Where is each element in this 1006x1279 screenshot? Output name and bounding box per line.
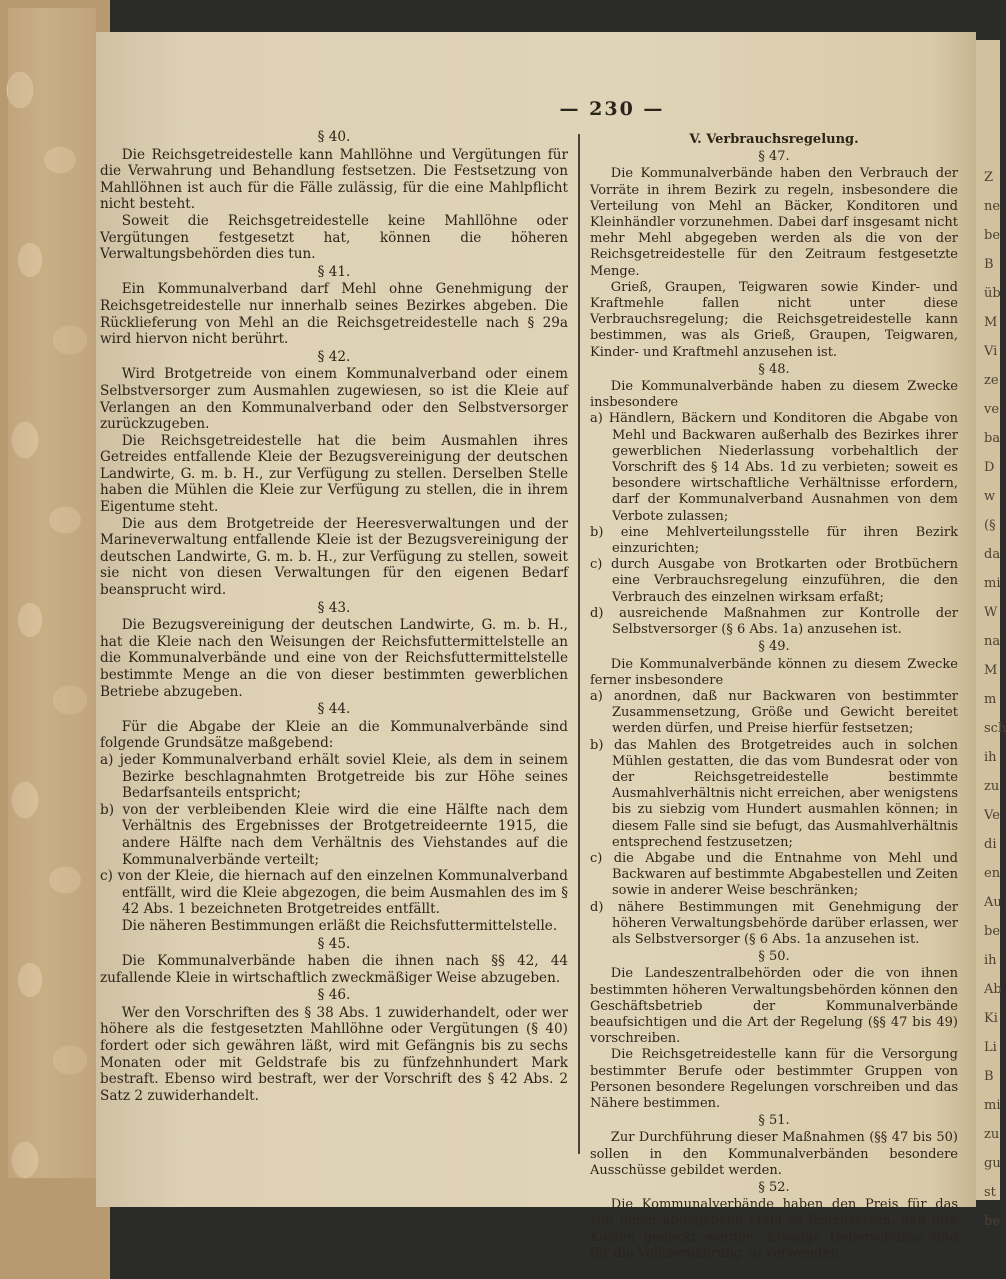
edge-text-fragment: (§ xyxy=(984,518,996,533)
paragraph: Die Landeszentralbehörden oder die von ihnen bestimmten höheren Verwaltungsbehörden können den Geschäftsbetrieb der Kommunalverbände beaufsichtigen und die Art der Regelung (§§ 47 bis 49) vorschreiben. xyxy=(590,966,958,1047)
section-heading: § 42. xyxy=(317,348,351,365)
section-heading: § 46. xyxy=(317,987,351,1004)
paragraph: Die Kommunalverbände haben den Preis für das von ihnen abgegebene Mehl so festzusetzen, daß ihre Kosten gedeckt werden. Etwaige Ueberschüsse sind für die Volksernährung zu verwenden. xyxy=(590,1197,958,1261)
paragraph: Soweit die Reichsgetreidestelle keine Mahllöhne oder Vergütungen festgesetzt hat, können die höheren Verwaltungsbehörden dies tun. xyxy=(100,212,568,263)
paragraph: Die Bezugsvereinigung der deutschen Landwirte, G. m. b. H., hat die Kleie nach den Weisungen der Reichsfuttermittelstelle an die Kommunalverbände und eine von der Reichsfuttermittelstelle bestimmte Menge an die von dieser bestimmten gewerblichen Betriebe abzugeben. xyxy=(100,617,568,700)
list-item: c) durch Ausgabe von Brotkarten oder Brotbüchern eine Verbrauchsregelung einzuführen, die den Verbrauch des einzelnen wirksam erfaßt; xyxy=(590,557,958,605)
paragraph: Die Kommunalverbände haben zu diesem Zwecke insbesondere xyxy=(590,379,958,411)
list-item: b) von der verbleibenden Kleie wird die eine Hälfte nach dem Verhältnis des Ergebnisses der Brotgetreideernte 1915, die andere Hälfte nach dem Verhältnis des Viehstandes auf die Kommunalverbände verteilt; xyxy=(100,801,568,868)
edge-text-fragment: W xyxy=(984,605,998,620)
book-binding xyxy=(8,8,96,1178)
section-heading: § 49. xyxy=(758,639,790,655)
edge-text-fragment: M xyxy=(984,315,998,330)
section-heading: § 43. xyxy=(317,599,351,616)
column-divider xyxy=(578,134,580,1154)
edge-text-fragment: Ab xyxy=(984,982,1002,997)
edge-text-fragment: ih xyxy=(984,750,997,765)
edge-text-fragment: da xyxy=(984,547,1001,562)
section-heading: § 41. xyxy=(317,263,351,280)
section-heading: § 45. xyxy=(317,935,351,952)
edge-text-fragment: ih xyxy=(984,953,997,968)
list-item: a) Händlern, Bäckern und Konditoren die Abgabe von Mehl und Backwaren außerhalb des Bezirkes ihrer gewerblichen Niederlassung vorbehaltlich der Vorschrift des § 14 Abs. 1d zu verbieten; soweit es besondere wirtschaftliche Verhältnisse erfordern, darf der Kommunalverband Ausnahmen von dem Verbote zulassen; xyxy=(590,411,958,524)
edge-text-fragment: be xyxy=(984,924,1001,939)
edge-text-fragment: ve xyxy=(984,402,1000,417)
edge-text-fragment: D xyxy=(984,460,995,475)
paragraph: Die Reichsgetreidestelle kann für die Versorgung bestimmter Berufe oder bestimmter Gruppen von Personen besondere Regelungen vorschreiben und das Nähere bestimmen. xyxy=(590,1047,958,1111)
section-heading: § 48. xyxy=(758,361,790,377)
paragraph: Die Reichsgetreidestelle hat die beim Ausmahlen ihres Getreides entfallende Kleie der Bezugsvereinigung der deutschen Landwirte, G. m. b. H., zur Verfügung zu stellen. Derselben Stelle haben die Mühlen die Kleie zur Verfügung zu stellen, die in ihrem Eigentume steht. xyxy=(100,432,568,516)
chapter-title: V. Verbrauchsregelung. xyxy=(689,132,859,147)
edge-text-fragment: zu xyxy=(984,1127,1000,1142)
edge-text-fragment: st xyxy=(984,1185,996,1200)
right-column xyxy=(590,132,958,1262)
edge-text-fragment: di xyxy=(984,837,997,852)
section-heading: § 51. xyxy=(758,1113,790,1129)
section-heading: § 40. xyxy=(317,129,351,145)
edge-text-fragment: ne xyxy=(984,199,1001,214)
paragraph: Die Reichsgetreidestelle kann Mahllöhne und Vergütungen für die Verwahrung und Behandlung festsetzen. Die Festsetzung von Mahllöhnen ist auch für die Fälle zulässig, für die eine Mahlpflicht nicht besteht. xyxy=(100,146,568,213)
edge-text-fragment: be xyxy=(984,228,1001,243)
edge-text-fragment: na xyxy=(984,634,1001,649)
edge-text-fragment: M xyxy=(984,663,998,678)
edge-text-fragment: mi xyxy=(984,576,1001,591)
edge-text-fragment: Ve xyxy=(984,808,1000,823)
list-item: b) eine Mehlverteilungsstelle für ihren Bezirk einzurichten; xyxy=(590,524,958,557)
edge-text-fragment: en xyxy=(984,866,1001,881)
edge-text-fragment: be xyxy=(984,1214,1001,1229)
edge-text-fragment: Ki xyxy=(984,1011,998,1026)
paragraph: Die Kommunalverbände haben den Verbrauch der Vorräte in ihrem Bezirk zu regeln, insbesondere die Verteilung von Mehl an Bäcker, Konditoren und Kleinhändler vorzunehmen. Dabei darf insgesamt nicht mehr Mehl abgegeben werden als die von der Reichsgetreidestelle für den Zeitraum festgesetzte Menge. xyxy=(590,166,958,279)
paragraph: Die Kommunalverbände haben die ihnen nach §§ 42, 44 zufallende Kleie in wirtschaftlich zweckmäßiger Weise abzugeben. xyxy=(100,953,568,986)
edge-text-fragment: Au xyxy=(984,895,1002,910)
list-item: d) nähere Bestimmungen mit Genehmigung der höheren Verwaltungsbehörde darüber erlassen, wer als Selbstversorger (§ 6 Abs. 1a anzusehen ist. xyxy=(590,899,958,947)
list-item: c) die Abgabe und die Entnahme von Mehl und Backwaren auf bestimmte Abgabestellen und Zeiten sowie in anderer Weise beschränken; xyxy=(590,850,958,899)
paragraph: Zur Durchführung dieser Maßnahmen (§§ 47 bis 50) sollen in den Kommunalverbänden besondere Ausschüsse gebildet werden. xyxy=(590,1130,958,1178)
page-number: — 230 — xyxy=(559,98,665,120)
edge-text-fragment: mi xyxy=(984,1098,1001,1113)
edge-text-fragment: B xyxy=(984,1069,994,1084)
edge-text-fragment: ze xyxy=(984,373,999,388)
paragraph: Die näheren Bestimmungen erläßt die Reichsfuttermittelstelle. xyxy=(121,917,558,934)
edge-text-fragment: m xyxy=(984,692,997,707)
left-column xyxy=(100,128,568,1104)
section-heading: § 50. xyxy=(758,949,790,965)
edge-text-fragment: zu xyxy=(984,779,1000,794)
list-item: a) anordnen, daß nur Backwaren von bestimmter Zusammensetzung, Größe und Gewicht bereitet werden dürfen, und Preise hierfür festsetzen; xyxy=(590,688,958,737)
section-heading: § 47. xyxy=(758,149,790,165)
paragraph: Die Kommunalverbände können zu diesem Zwecke ferner insbesondere xyxy=(590,656,958,688)
paragraph: Wird Brotgetreide von einem Kommunalverband oder einem Selbstversorger zum Ausmahlen zugewiesen, so ist die Kleie auf Verlangen an den Kommunalverband oder den Selbstversorger zurückzugeben. xyxy=(100,366,568,433)
next-page-edge xyxy=(976,40,1006,1229)
edge-text-fragment: Li xyxy=(984,1040,997,1055)
edge-text-fragment: w xyxy=(984,489,996,504)
list-item: b) das Mahlen des Brotgetreides auch in solchen Mühlen gestatten, die das vom Bundesrat oder von der Reichsgetreidestelle bestimmte Ausmahlverhältnis nicht erreichen, aber wenigstens bis zu siebzig vom Hundert ausmahlen können; in diesem Falle sind sie befugt, das Ausmahlverhältnis entsprechend festzusetzen; xyxy=(590,737,958,850)
edge-text-fragment: gu xyxy=(984,1156,1001,1171)
paragraph: Wer den Vorschriften des § 38 Abs. 1 zuwiderhandelt, oder wer höhere als die festgesetzten Mahllöhne oder Vergütungen (§ 40) fordert oder sich gewähren läßt, wird mit Gefängnis bis zu sechs Monaten oder mit Geldstrafe bis zu fünfzehnhundert Mark bestraft. Ebenso wird bestraft, wer der Vorschrift des § 42 Abs. 2 Satz 2 zuwiderhandelt. xyxy=(100,1004,568,1104)
list-item: c) von der Kleie, die hiernach auf den einzelnen Kommunalverband entfällt, wird die Kleie abgezogen, die beim Ausmahlen des im § 42 Abs. 1 bezeichneten Brotgetreides entfällt. xyxy=(100,868,568,918)
section-heading: § 52. xyxy=(758,1180,790,1195)
edge-text-fragment: Z xyxy=(984,170,994,185)
edge-text-fragment: üb xyxy=(984,286,1001,301)
edge-text-fragment: sch xyxy=(984,721,1006,736)
paragraph: Ein Kommunalverband darf Mehl ohne Genehmigung der Reichsgetreidestelle nur innerhalb seines Bezirkes abgeben. Die Rücklieferung von Mehl an die Reichsgetreidestelle nach § 29a wird hiervon nicht berührt. xyxy=(100,281,568,348)
paragraph: Die aus dem Brotgetreide der Heeresverwaltungen und der Marineverwaltung entfallende Kleie ist der Bezugsvereinigung der deutschen Landwirte, G. m. b. H., zur Verfügung zu stellen, soweit sie nicht von diesen Verwaltungen für den eigenen Bedarf beansprucht wird. xyxy=(100,515,568,599)
paragraph: Für die Abgabe der Kleie an die Kommunalverbände sind folgende Grundsätze maßgebend: xyxy=(100,718,568,752)
paragraph: Grieß, Graupen, Teigwaren sowie Kinder- und Kraftmehle fallen nicht unter diese Verbrauchsregelung; die Reichsgetreidestelle kann bestimmen, was als Grieß, Graupen, Teigwaren, Kinder- und Kraftmehl anzusehen ist. xyxy=(590,279,958,360)
edge-text-fragment: B xyxy=(984,257,994,272)
edge-text-fragment: ba xyxy=(984,431,1001,446)
list-item: d) ausreichende Maßnahmen zur Kontrolle der Selbstversorger (§ 6 Abs. 1a) anzusehen ist. xyxy=(590,605,958,638)
section-heading: § 44. xyxy=(317,701,351,718)
edge-text-fragment: Vi xyxy=(984,344,998,359)
list-item: a) jeder Kommunalverband erhält soviel Kleie, als dem in seinem Bezirke beschlagnahmten Brotgetreide bis zur Höhe seines Bedarfsanteils entspricht; xyxy=(100,751,568,802)
